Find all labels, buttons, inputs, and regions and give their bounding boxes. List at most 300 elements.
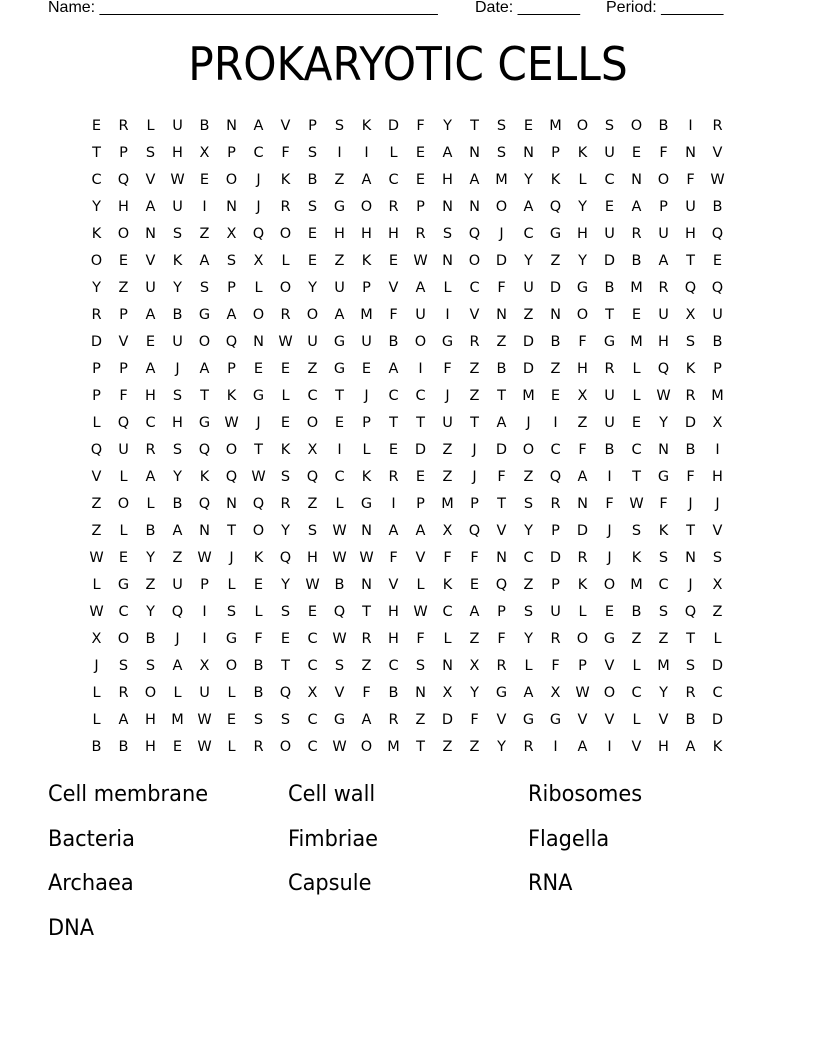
grid-letter: M	[657, 657, 670, 674]
grid-letter: R	[388, 711, 399, 728]
grid-letter: Z	[712, 603, 723, 620]
grid-letter: I	[202, 630, 207, 647]
word-bank-item: Cell membrane	[48, 782, 209, 807]
grid-letter: U	[604, 225, 615, 242]
grid-letter: C	[469, 279, 480, 296]
grid-letter: N	[442, 198, 453, 215]
grid-letter: J	[175, 360, 180, 377]
word-bank-item: DNA	[48, 916, 95, 942]
grid-letter: Y	[524, 171, 533, 188]
grid-letter: N	[577, 495, 588, 512]
grid-letter: N	[442, 657, 453, 674]
grid-letter: T	[497, 387, 506, 404]
grid-letter: N	[199, 522, 210, 539]
grid-letter: Y	[443, 117, 452, 134]
grid-letter: O	[576, 630, 589, 647]
grid-letter: G	[603, 630, 616, 647]
grid-letter: S	[172, 225, 183, 242]
grid-letter: O	[225, 441, 238, 458]
grid-letter: W	[359, 549, 374, 566]
grid-letter: M	[387, 738, 400, 755]
grid-letter: O	[144, 684, 157, 701]
grid-letter: A	[199, 252, 210, 269]
grid-letter: Q	[684, 279, 697, 296]
grid-letter: L	[92, 711, 101, 728]
grid-letter: E	[604, 603, 615, 620]
period-field-label: Period: _______	[606, 0, 724, 16]
grid-letter: V	[496, 522, 507, 539]
grid-letter: C	[307, 711, 318, 728]
grid-letter: G	[333, 333, 346, 350]
grid-letter: P	[416, 198, 425, 215]
grid-letter: P	[119, 306, 128, 323]
grid-letter: A	[388, 360, 399, 377]
grid-letter: L	[632, 711, 641, 728]
grid-letter: W	[170, 171, 185, 188]
grid-letter: Y	[524, 630, 533, 647]
grid-letter: G	[441, 333, 454, 350]
grid-letter: V	[469, 306, 480, 323]
grid-letter: X	[307, 684, 318, 701]
grid-letter: W	[413, 252, 428, 269]
grid-letter: D	[684, 414, 697, 431]
grid-letter: U	[199, 684, 210, 701]
grid-letter: C	[523, 549, 534, 566]
grid-letter: S	[658, 549, 669, 566]
grid-letter: R	[145, 441, 156, 458]
grid-letter: U	[172, 333, 183, 350]
grid-letter: B	[172, 306, 183, 323]
grid-letter: A	[442, 144, 453, 161]
grid-letter: E	[145, 333, 156, 350]
grid-letter: B	[253, 684, 264, 701]
grid-letter: E	[91, 117, 102, 134]
grid-letter: P	[92, 387, 101, 404]
grid-letter: V	[145, 252, 156, 269]
grid-letter: R	[550, 630, 561, 647]
grid-letter: R	[361, 630, 372, 647]
grid-letter: Y	[92, 198, 101, 215]
grid-letter: E	[415, 171, 426, 188]
grid-letter: Q	[225, 468, 238, 485]
grid-letter: A	[631, 198, 642, 215]
grid-letter: Z	[145, 576, 156, 593]
grid-letter: O	[117, 225, 130, 242]
grid-letter: W	[197, 549, 212, 566]
grid-letter: N	[685, 549, 696, 566]
grid-letter: R	[280, 198, 291, 215]
grid-letter: I	[553, 738, 558, 755]
grid-letter: K	[199, 468, 210, 485]
grid-letter: A	[523, 684, 534, 701]
grid-letter: S	[145, 657, 156, 674]
grid-letter: Z	[550, 252, 561, 269]
grid-letter: C	[523, 225, 534, 242]
grid-letter: N	[442, 252, 453, 269]
grid-letter: P	[362, 414, 371, 431]
grid-letter: F	[119, 387, 128, 404]
grid-letter: D	[495, 441, 508, 458]
grid-letter: H	[118, 198, 129, 215]
grid-letter: O	[252, 522, 265, 539]
grid-letter: O	[522, 441, 535, 458]
date-field-label: Date: _______	[475, 0, 580, 16]
grid-letter: U	[685, 198, 696, 215]
grid-letter: V	[496, 711, 507, 728]
grid-letter: I	[445, 306, 450, 323]
grid-letter: G	[495, 684, 508, 701]
grid-letter: E	[280, 414, 291, 431]
grid-letter: A	[334, 306, 345, 323]
grid-letter: B	[118, 738, 129, 755]
grid-letter: B	[199, 117, 210, 134]
grid-letter: P	[92, 360, 101, 377]
grid-letter: J	[499, 225, 504, 242]
grid-letter: S	[226, 252, 237, 269]
grid-letter: L	[443, 279, 452, 296]
grid-letter: O	[306, 306, 319, 323]
grid-letter: G	[549, 711, 562, 728]
grid-letter: S	[631, 522, 642, 539]
grid-letter: K	[280, 441, 291, 458]
grid-letter: J	[256, 198, 261, 215]
grid-letter: T	[362, 603, 371, 620]
grid-letter: A	[361, 711, 372, 728]
grid-letter: K	[658, 522, 669, 539]
grid-letter: V	[712, 522, 723, 539]
grid-letter: R	[118, 684, 129, 701]
grid-letter: O	[603, 576, 616, 593]
grid-letter: T	[200, 387, 209, 404]
grid-letter: U	[550, 603, 561, 620]
grid-letter: W	[656, 387, 671, 404]
grid-letter: Z	[550, 360, 561, 377]
grid-letter: E	[631, 414, 642, 431]
grid-letter: N	[253, 333, 264, 350]
grid-letter: H	[685, 225, 696, 242]
grid-letter: L	[578, 603, 587, 620]
grid-letter: L	[146, 495, 155, 512]
grid-letter: A	[415, 522, 426, 539]
grid-letter: V	[334, 684, 345, 701]
grid-letter: P	[659, 198, 668, 215]
grid-letter: Z	[442, 468, 453, 485]
grid-letter: W	[251, 468, 266, 485]
grid-letter: F	[254, 630, 263, 647]
grid-letter: Z	[334, 171, 345, 188]
grid-letter: L	[713, 630, 722, 647]
grid-letter: O	[360, 738, 373, 755]
grid-letter: W	[332, 738, 347, 755]
grid-letter: T	[92, 144, 101, 161]
grid-letter: A	[685, 738, 696, 755]
grid-letter: J	[472, 441, 477, 458]
grid-letter: A	[118, 711, 129, 728]
grid-letter: Y	[308, 279, 317, 296]
grid-letter: Z	[334, 252, 345, 269]
grid-letter: T	[605, 306, 614, 323]
grid-letter: T	[254, 441, 263, 458]
grid-letter: S	[496, 117, 507, 134]
grid-letter: S	[334, 117, 345, 134]
grid-letter: E	[307, 603, 318, 620]
grid-letter: A	[145, 468, 156, 485]
grid-letter: A	[253, 117, 264, 134]
grid-letter: Q	[279, 549, 292, 566]
grid-letter: K	[226, 387, 237, 404]
grid-letter: I	[337, 144, 342, 161]
grid-letter: X	[442, 684, 453, 701]
grid-letter: K	[361, 117, 372, 134]
grid-letter: I	[715, 441, 720, 458]
grid-letter: O	[252, 306, 265, 323]
grid-letter: I	[418, 360, 423, 377]
grid-letter: L	[362, 441, 371, 458]
word-bank-item: Fimbriae	[288, 826, 379, 852]
word-bank-item: Flagella	[528, 826, 610, 852]
grid-letter: L	[281, 252, 290, 269]
grid-letter: W	[629, 495, 644, 512]
grid-letter: Y	[497, 738, 506, 755]
grid-letter: D	[522, 360, 535, 377]
grid-letter: Q	[711, 279, 724, 296]
grid-letter: O	[468, 252, 481, 269]
grid-letter: Y	[524, 522, 533, 539]
grid-letter: S	[307, 522, 318, 539]
grid-letter: C	[307, 657, 318, 674]
grid-letter: L	[389, 144, 398, 161]
grid-letter: E	[118, 252, 129, 269]
grid-letter: S	[307, 198, 318, 215]
grid-letter: Y	[281, 576, 290, 593]
grid-letter: X	[550, 684, 561, 701]
grid-letter: D	[90, 333, 103, 350]
grid-letter: B	[496, 360, 507, 377]
grid-letter: Y	[173, 279, 182, 296]
grid-letter: N	[226, 117, 237, 134]
word-bank-item: Ribosomes	[528, 782, 643, 807]
grid-letter: G	[333, 198, 346, 215]
grid-letter: H	[712, 468, 723, 485]
grid-letter: V	[712, 144, 723, 161]
grid-letter: P	[362, 279, 371, 296]
grid-letter: F	[578, 333, 587, 350]
grid-letter: L	[254, 603, 263, 620]
grid-letter: F	[578, 441, 587, 458]
grid-letter: N	[658, 441, 669, 458]
grid-letter: N	[496, 306, 507, 323]
grid-letter: Y	[281, 522, 290, 539]
grid-letter: R	[496, 657, 507, 674]
grid-letter: G	[252, 387, 265, 404]
grid-letter: R	[577, 549, 588, 566]
grid-letter: G	[360, 495, 373, 512]
grid-letter: H	[442, 171, 453, 188]
grid-letter: U	[604, 144, 615, 161]
grid-letter: U	[442, 414, 453, 431]
grid-letter: F	[497, 279, 506, 296]
grid-letter: S	[172, 387, 183, 404]
grid-letter: P	[551, 144, 560, 161]
grid-letter: Z	[442, 738, 453, 755]
grid-letter: A	[496, 414, 507, 431]
grid-letter: X	[307, 441, 318, 458]
grid-letter: Y	[578, 198, 587, 215]
grid-letter: Z	[199, 225, 210, 242]
grid-letter: E	[334, 414, 345, 431]
grid-letter: S	[658, 603, 669, 620]
grid-letter: B	[685, 711, 696, 728]
grid-letter: K	[712, 738, 723, 755]
grid-letter: H	[145, 711, 156, 728]
grid-letter: Q	[171, 603, 184, 620]
page-title: PROKARYOTIC CELLS	[188, 37, 628, 91]
grid-letter: A	[469, 603, 480, 620]
grid-letter: T	[416, 738, 425, 755]
grid-letter: Q	[252, 225, 265, 242]
grid-letter: Z	[91, 495, 102, 512]
grid-letter: A	[577, 738, 588, 755]
grid-letter: N	[550, 306, 561, 323]
grid-letter: V	[415, 549, 426, 566]
grid-letter: S	[280, 603, 291, 620]
grid-letter: J	[688, 576, 693, 593]
grid-letter: B	[712, 333, 723, 350]
grid-letter: W	[332, 549, 347, 566]
grid-letter: D	[441, 711, 454, 728]
word-bank-item: Capsule	[288, 871, 372, 897]
grid-letter: O	[360, 198, 373, 215]
grid-letter: P	[713, 360, 722, 377]
grid-letter: Q	[198, 495, 211, 512]
grid-letter: F	[605, 495, 614, 512]
grid-letter: D	[711, 657, 724, 674]
grid-letter: A	[145, 306, 156, 323]
grid-letter: T	[686, 252, 695, 269]
grid-letter: A	[172, 657, 183, 674]
grid-letter: B	[712, 198, 723, 215]
grid-letter: T	[281, 657, 290, 674]
grid-letter: F	[362, 684, 371, 701]
grid-letter: A	[145, 360, 156, 377]
grid-letter: E	[280, 360, 291, 377]
grid-letter: O	[279, 738, 292, 755]
grid-letter: S	[523, 495, 534, 512]
grid-letter: D	[549, 549, 562, 566]
grid-letter: R	[253, 738, 264, 755]
grid-letter: B	[307, 171, 318, 188]
grid-letter: V	[388, 279, 399, 296]
grid-letter: R	[685, 387, 696, 404]
grid-letter: S	[685, 333, 696, 350]
grid-letter: L	[524, 657, 533, 674]
grid-letter: I	[607, 468, 612, 485]
word-bank	[48, 778, 768, 957]
grid-letter: R	[415, 225, 426, 242]
grid-letter: R	[388, 198, 399, 215]
grid-letter: X	[685, 306, 696, 323]
grid-letter: H	[577, 225, 588, 242]
grid-letter: W	[278, 333, 293, 350]
grid-letter: C	[307, 630, 318, 647]
grid-letter: B	[145, 630, 156, 647]
grid-letter: L	[254, 279, 263, 296]
grid-letter: J	[607, 522, 612, 539]
grid-letter: K	[577, 576, 588, 593]
grid-letter: R	[685, 684, 696, 701]
grid-letter: N	[145, 225, 156, 242]
grid-letter: F	[497, 468, 506, 485]
grid-letter: B	[658, 117, 669, 134]
grid-letter: I	[607, 738, 612, 755]
grid-letter: W	[332, 630, 347, 647]
grid-letter: H	[388, 630, 399, 647]
grid-letter: H	[361, 225, 372, 242]
grid-letter: P	[200, 576, 209, 593]
grid-letter: P	[497, 603, 506, 620]
grid-letter: T	[470, 414, 479, 431]
grid-letter: U	[118, 441, 129, 458]
grid-letter: C	[388, 657, 399, 674]
grid-letter: J	[94, 657, 99, 674]
grid-letter: N	[226, 495, 237, 512]
grid-letter: B	[388, 684, 399, 701]
grid-letter: G	[522, 711, 535, 728]
grid-letter: J	[175, 630, 180, 647]
grid-letter: E	[172, 738, 183, 755]
grid-letter: Z	[523, 306, 534, 323]
grid-letter: S	[280, 711, 291, 728]
grid-letter: G	[657, 468, 670, 485]
grid-letter: X	[469, 657, 480, 674]
grid-letter: X	[712, 414, 723, 431]
grid-letter: L	[92, 414, 101, 431]
grid-letter: B	[604, 441, 615, 458]
grid-letter: I	[202, 198, 207, 215]
grid-letter: Z	[523, 468, 534, 485]
grid-letter: U	[658, 306, 669, 323]
grid-letter: E	[199, 171, 210, 188]
grid-letter: O	[90, 252, 103, 269]
grid-letter: Z	[307, 495, 318, 512]
grid-letter: H	[334, 225, 345, 242]
grid-letter: F	[470, 711, 479, 728]
grid-letter: A	[199, 360, 210, 377]
grid-letter: L	[92, 684, 101, 701]
grid-letter: R	[712, 117, 723, 134]
grid-letter: K	[685, 360, 696, 377]
grid-letter: B	[550, 333, 561, 350]
grid-letter: X	[199, 144, 210, 161]
grid-letter: J	[364, 387, 369, 404]
grid-letter: X	[712, 576, 723, 593]
grid-letter: W	[710, 171, 725, 188]
grid-letter: D	[522, 333, 535, 350]
grid-letter: F	[443, 549, 452, 566]
grid-letter: L	[119, 468, 128, 485]
grid-letter: H	[658, 333, 669, 350]
grid-letter: O	[306, 414, 319, 431]
grid-letter: O	[198, 333, 211, 350]
grid-letter: L	[119, 522, 128, 539]
grid-letter: V	[604, 711, 615, 728]
grid-letter: E	[469, 576, 480, 593]
grid-letter: R	[388, 468, 399, 485]
grid-letter: F	[686, 468, 695, 485]
grid-letter: M	[171, 711, 184, 728]
grid-letter: Z	[469, 360, 480, 377]
grid-letter: S	[604, 117, 615, 134]
